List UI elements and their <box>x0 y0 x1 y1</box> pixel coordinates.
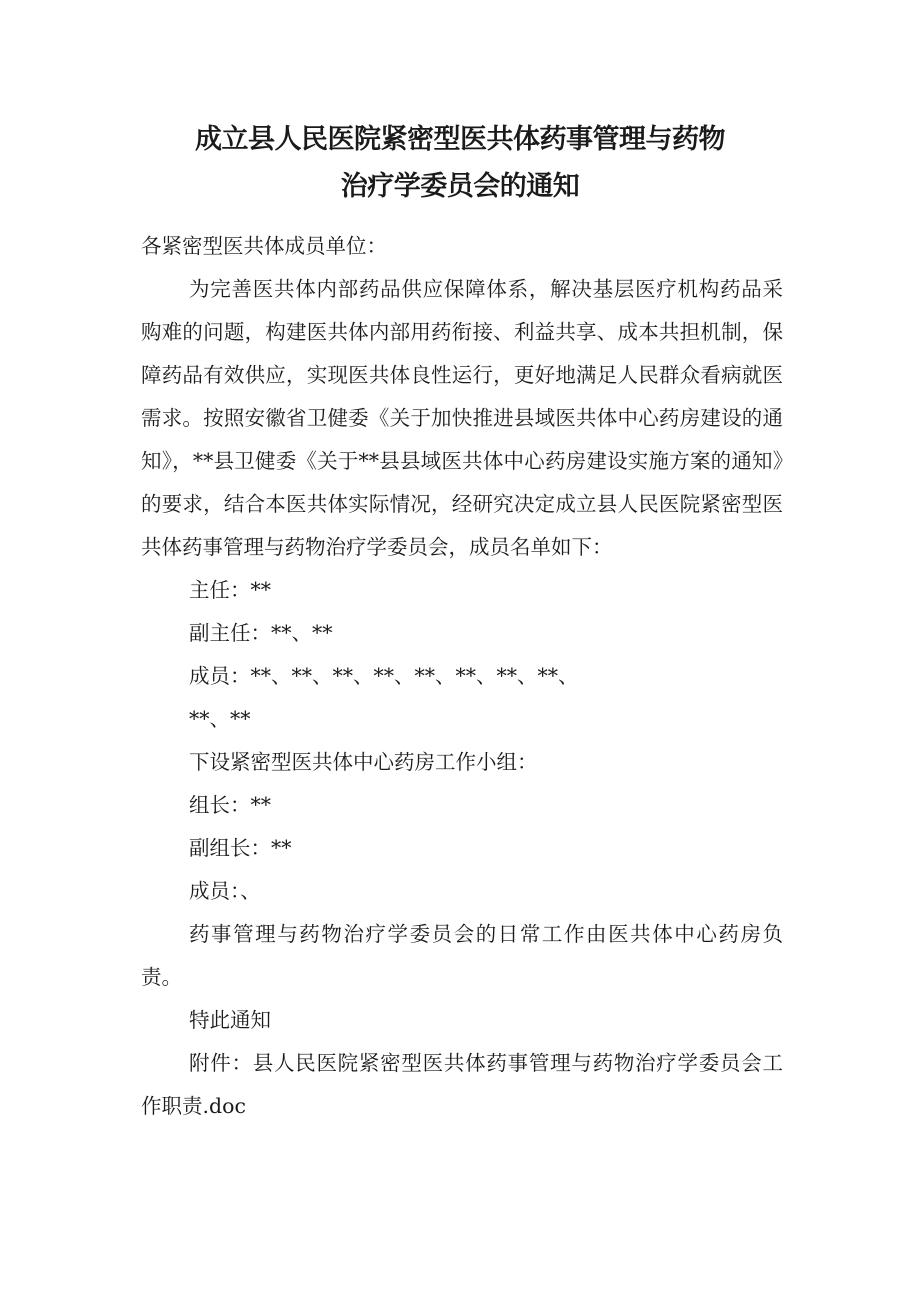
document-title-line-1: 成立县人民医院紧密型医共体药事管理与药物 <box>195 124 725 155</box>
working-group-deputy-leader: 副组长：** <box>189 836 292 860</box>
working-group-leader: 组长：** <box>189 793 271 817</box>
document-title-line-2: 治疗学委员会的通知 <box>340 171 580 202</box>
committee-members-line-2: **、** <box>189 707 251 731</box>
duty-paragraph: 药事管理与药物治疗学委员会的日常工作由医共体中心药房负责。 <box>141 922 783 989</box>
working-group-heading: 下设紧密型医共体中心药房工作小组： <box>189 750 538 774</box>
attachment-line[interactable]: 附件：县人民医院紧密型医共体药事管理与药物治疗学委员会工作职责.doc <box>141 1051 783 1118</box>
committee-members-line-1: 成员：**、**、**、**、**、**、**、**、 <box>189 664 579 688</box>
closing-line: 特此通知 <box>189 1008 271 1032</box>
intro-paragraph: 为完善医共体内部药品供应保障体系，解决基层医疗机构药品采购难的问题，构建医共体内部用药衔接、利益共享、成本共担机制，保障药品有效供应，实现医共体良性运行，更好地满足人民群众看病就医需求。按照安徽省卫健委《关于加快推进县域医共体中心药房建设的通知》，**县卫健委《关于**县县域医共体中心药房建设实施方案的通知》的要求，结合本医共体实际情况，经研究决定成立县人民医院紧密型医共体药事管理与药物治疗学委员会，成员名单如下： <box>141 277 783 559</box>
working-group-members: 成员：、 <box>189 879 261 903</box>
document-body <box>141 225 783 1128</box>
committee-director: 主任：** <box>189 578 271 602</box>
committee-deputy-director: 副主任：**、** <box>189 621 333 645</box>
salutation: 各紧密型医共体成员单位： <box>141 234 387 258</box>
